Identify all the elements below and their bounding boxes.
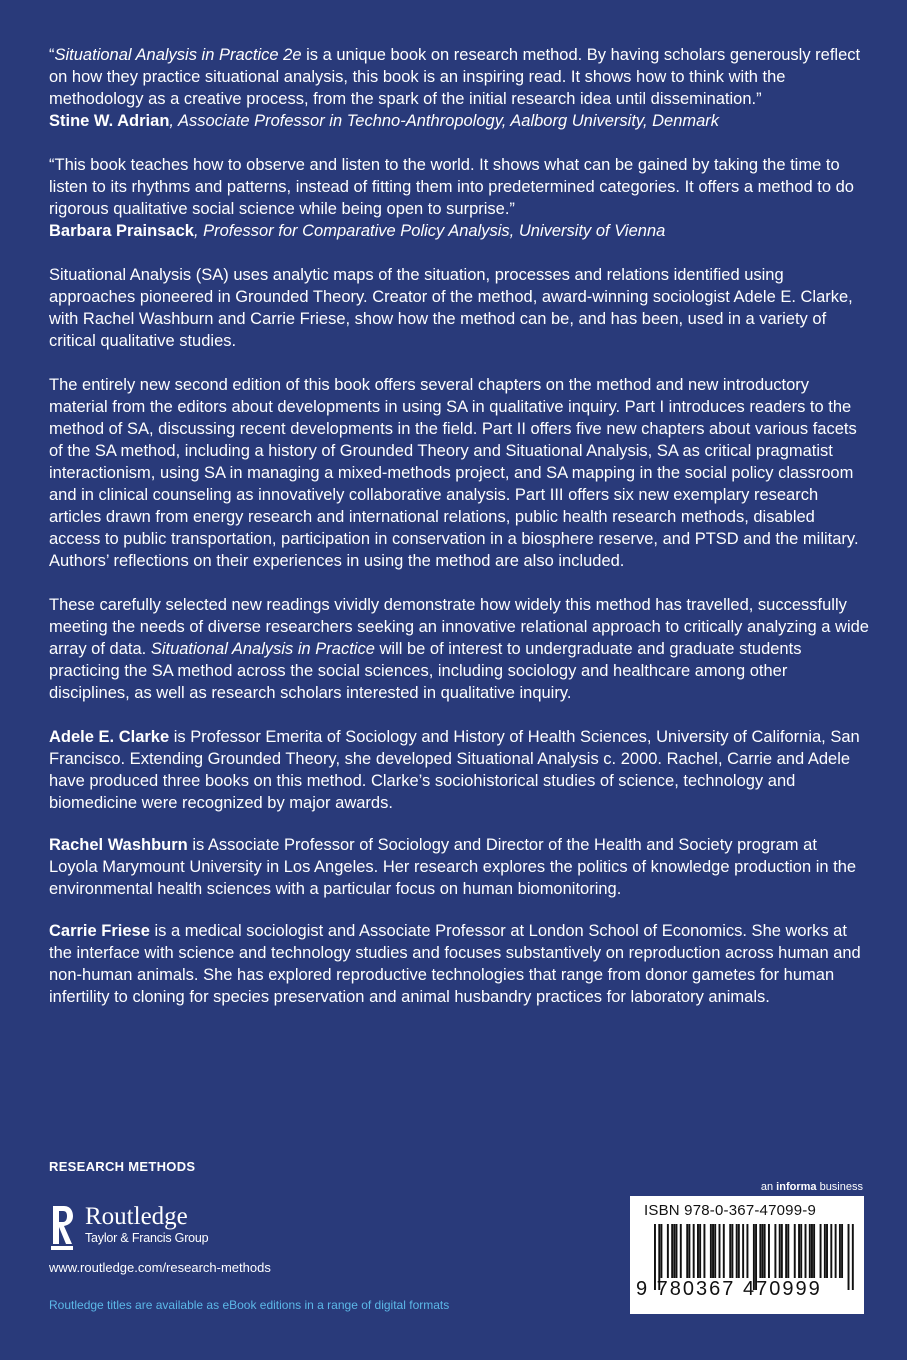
barcode-bar [805, 1224, 807, 1278]
barcode-bar [693, 1224, 695, 1278]
barcode-bar [800, 1224, 802, 1278]
isbn-text: ISBN 978-0-367-47099-9 [644, 1202, 817, 1219]
description-p3-title: Situational Analysis in Practice [150, 640, 375, 658]
description-p3-before: These carefully selected new readings vividly demonstrate how widely this method has travelled, successfully meeting the needs of diverse researchers seeking an innovative relational approach to critically analyzing a wide array of data. [49, 596, 869, 658]
informa-suffix: business [816, 1181, 863, 1193]
back-cover-text [49, 44, 869, 1008]
quote-2: “This book teaches how to observe and listen to the world. It shows what can be gained by taking the time to listen to its rhythms and patterns, instead of fitting them into predetermined categories. It offers a method to do rigorous qualitative social science while being open to surprise.” [49, 156, 854, 218]
barcode-bar [824, 1224, 826, 1278]
barcode-bar [841, 1224, 843, 1278]
publisher-url[interactable]: www.routledge.com/research-methods [49, 1260, 271, 1275]
barcode-bar [697, 1224, 699, 1278]
barcode-bar [768, 1224, 770, 1278]
bio-clarke-text: is Professor Emerita of Sociology and History of Health Sciences, University of California, San Francisco. Extending Grounded Theory, she developed Situational Analysis c. 2000. Rachel, Carrie and Adele have produced three books on this method. Clarke’s sociohistorical studies of science, technology and biomedicine were recognized by major awards. [49, 728, 860, 812]
barcode-bar [712, 1224, 714, 1278]
barcode-bar [729, 1224, 731, 1278]
bio-washburn-name: Rachel Washburn [49, 836, 188, 854]
quote-1: “Situational Analysis in Practice 2e is a unique book on research method. By having scholars generously reflect on how they practice situational analysis, this book is an inspiring read. It shows how to think with the methodology as a creative process, from the spark of the initial research idea until dissemination.” [49, 46, 861, 108]
barcode-bar [699, 1224, 701, 1278]
barcode-bar [671, 1224, 673, 1278]
publisher-group: Taylor & Francis Group [85, 1231, 209, 1245]
publisher-name: Routledge [85, 1203, 188, 1230]
barcode-bar [680, 1224, 682, 1278]
ebook-note: Routledge titles are available as eBook editions in a range of digital formats [49, 1298, 450, 1312]
informa-business-label [761, 1181, 863, 1193]
quote-2-affiliation: , Professor for Comparative Policy Analysis, University of Vienna [193, 222, 666, 240]
barcode-bar [759, 1224, 761, 1278]
barcode-bar [774, 1224, 776, 1278]
bio-clarke-name: Adele E. Clarke [49, 728, 170, 746]
description-p3-after: will be of interest to undergraduate and graduate students practicing the SA method across the social sciences, including sociology and healthcare among other disciplines, as well as research scholars interested in qualitative inquiry. [49, 640, 802, 702]
barcode-bar [798, 1224, 800, 1278]
bio-friese-text: is a medical sociologist and Associate Professor at London School of Economics. She works at the interface with science and technology studies and focuses substantively on reproduction across human and non-human animals. She has explored reproductive technologies that range from donor gametes for human infertility to cloning for species preservation and animal husbandry practices for laboratory animals. [49, 922, 861, 1006]
bio-clarke [49, 726, 869, 814]
barcode-bar [714, 1224, 716, 1278]
barcode-bar [710, 1224, 712, 1278]
description-paragraph-1: Situational Analysis (SA) uses analytic maps of the situation, processes and relations identified using approaches pioneered in Grounded Theory. Creator of the method, award-winning sociologist Adele E. Clarke, with Rachel Washburn and Carrie Friese, show how the method can be, and has been, used in a variety of critical qualitative studies. [49, 266, 853, 350]
barcode-bar [762, 1224, 764, 1278]
barcode-bar [785, 1224, 787, 1278]
barcode-bar [673, 1224, 675, 1278]
quote-1-attribution [49, 110, 869, 132]
barcode-bar [667, 1224, 669, 1278]
description-paragraph-3 [49, 594, 869, 704]
barcode-bar [781, 1224, 783, 1278]
quote-1-text: is a unique book on research method. By having scholars generously reflect on how they practice situational analysis, this book is an inspiring read. It shows how to think with the methodology as a creative process, from the spark of the initial research idea until dissemination.” [49, 46, 861, 108]
quote-1-affiliation: , Associate Professor in Techno-Anthropology, Aalborg University, Denmark [169, 112, 720, 130]
quote-2-attribution [49, 220, 869, 242]
barcode-bar [839, 1224, 841, 1278]
barcode-bar [820, 1224, 822, 1278]
bio-friese-name: Carrie Friese [49, 922, 150, 940]
barcode-bar [676, 1224, 678, 1278]
bio-friese [49, 920, 869, 1008]
category-label: RESEARCH METHODS [49, 1159, 196, 1174]
barcode-bar [794, 1224, 796, 1278]
barcode-bar [731, 1224, 733, 1278]
barcode-bar [830, 1224, 832, 1278]
barcode-bar [746, 1224, 748, 1278]
routledge-logo [49, 1204, 289, 1254]
quote-1-author: Stine W. Adrian [49, 112, 170, 130]
quote-1-title: Situational Analysis in Practice 2e [54, 46, 302, 64]
barcode-bar [835, 1224, 837, 1278]
barcode-bar [787, 1224, 789, 1278]
barcode-bar [723, 1224, 725, 1278]
bio-washburn [49, 834, 869, 900]
barcode-bar [742, 1224, 744, 1278]
barcode-bar [811, 1224, 813, 1278]
barcode-bar [660, 1224, 662, 1278]
isbn-barcode-box [630, 1196, 864, 1314]
informa-prefix: an [760, 1181, 777, 1193]
description-paragraph-2: The entirely new second edition of this book offers several chapters on the method and new introductory material from the editors about developments in using SA in qualitative inquiry. Part I introduces readers to the method of SA, discussing recent developments in the field. Part II offers five new chapters about various facets of the SA method, including a history of Grounded Theory and Situational Analysis, SA as critical pragmatist interactionism, using SA in managing a mixed-methods project, and SA mapping in the social policy classroom and in clinical counseling as innovatively collaborative analysis. Part III offers six new exemplary research articles drawn from energy research and international relations, public health research methods, disabled access to public transportation, participation in conservation in a biosphere reserve, and PTSD and the military. Authors’ reflections on their experiences in using the method are also included. [49, 376, 859, 570]
bio-washburn-text: is Associate Professor of Sociology and Director of the Health and Society program at Loyola Marymount University in Los Angeles. Her research explores the politics of knowledge production in the environmental health sciences with a particular focus on human biomonitoring. [49, 836, 857, 898]
barcode-number: 9 780367 470999 [636, 1278, 822, 1300]
barcode-bar [764, 1224, 766, 1278]
barcode-bar [686, 1224, 688, 1278]
routledge-r-icon [49, 1204, 75, 1252]
informa-brand: informa [776, 1181, 817, 1193]
barcode-bar [826, 1224, 828, 1278]
barcode-bar [809, 1224, 811, 1278]
barcode-bar [703, 1224, 705, 1278]
barcode-bar [719, 1224, 721, 1278]
barcode-bar [738, 1224, 740, 1278]
barcode-bar [736, 1224, 738, 1278]
barcode-bar [779, 1224, 781, 1278]
barcode-bar [813, 1224, 815, 1278]
barcode-bar [688, 1224, 690, 1278]
quote-2-author: Barbara Prainsack [49, 222, 194, 240]
